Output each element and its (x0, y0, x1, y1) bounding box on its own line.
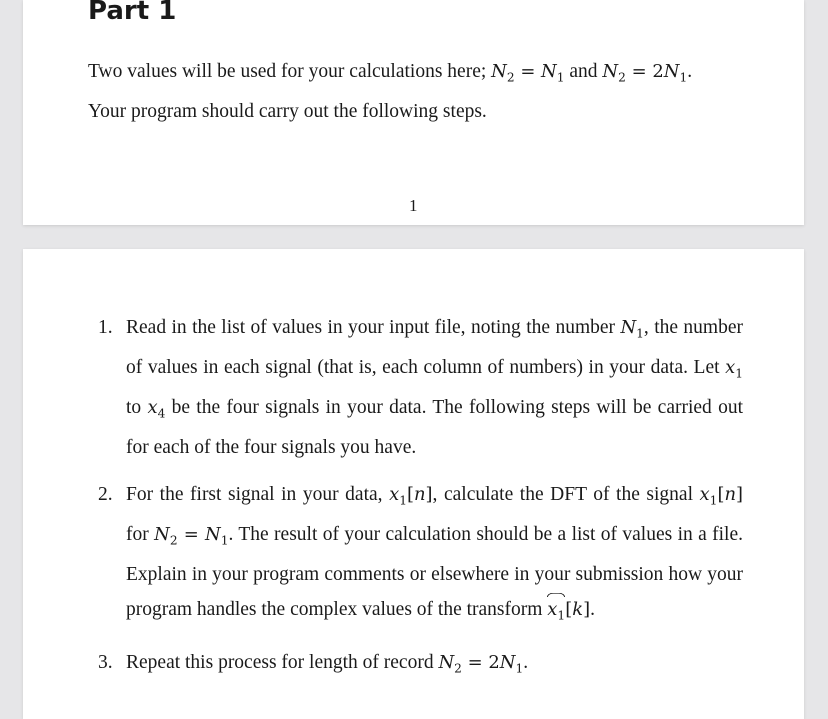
transform-x1-hat: $x_1[k]$ (547, 599, 590, 620)
equation-n2-equals-2n1: $N_2 = 2N_1$ (602, 61, 688, 85)
list-item: 3. Repeat this process for length of record $N_2 = 2N_1$. (98, 646, 743, 686)
document-page-2 (23, 249, 804, 719)
step-number: 2. (98, 483, 113, 505)
document-page-1 (23, 0, 804, 225)
step-number: 3. (98, 652, 113, 674)
list-item: 2. For the first signal in your data, $x_1[n]$, calculate the DFT of the signal $x_1[n]$ for $N_2 = N_1$. The result of your calculation should be a list of values in a file. Explain in your program comments or elsewhere in your submission how your program handles the complex values of the transform $x_1[k]$. (98, 478, 743, 634)
step-number: 1. (98, 317, 113, 338)
intro-paragraph: Two values will be used for your calculations here; $N_2 = N_1$ and $N_2 = 2N_1$. Your program should carry out the following steps. (88, 61, 693, 122)
page-number: 1 (409, 196, 418, 215)
section-heading: Part 1 (88, 0, 177, 26)
steps-list (98, 311, 743, 700)
equation-n2-equals-n1: $N_2 = N_1$ (491, 61, 565, 85)
list-item: 1. Read in the list of values in your input file, noting the number $N_1$, the number of values in each signal (that is, each column of numbers) in your data. Let $x_1$ to $x_4$ be the four signals in your data. The following steps will be carried out for each of the four signals you have. (98, 311, 743, 465)
intro-line-2: Your program should carry out the following steps. (88, 100, 487, 122)
